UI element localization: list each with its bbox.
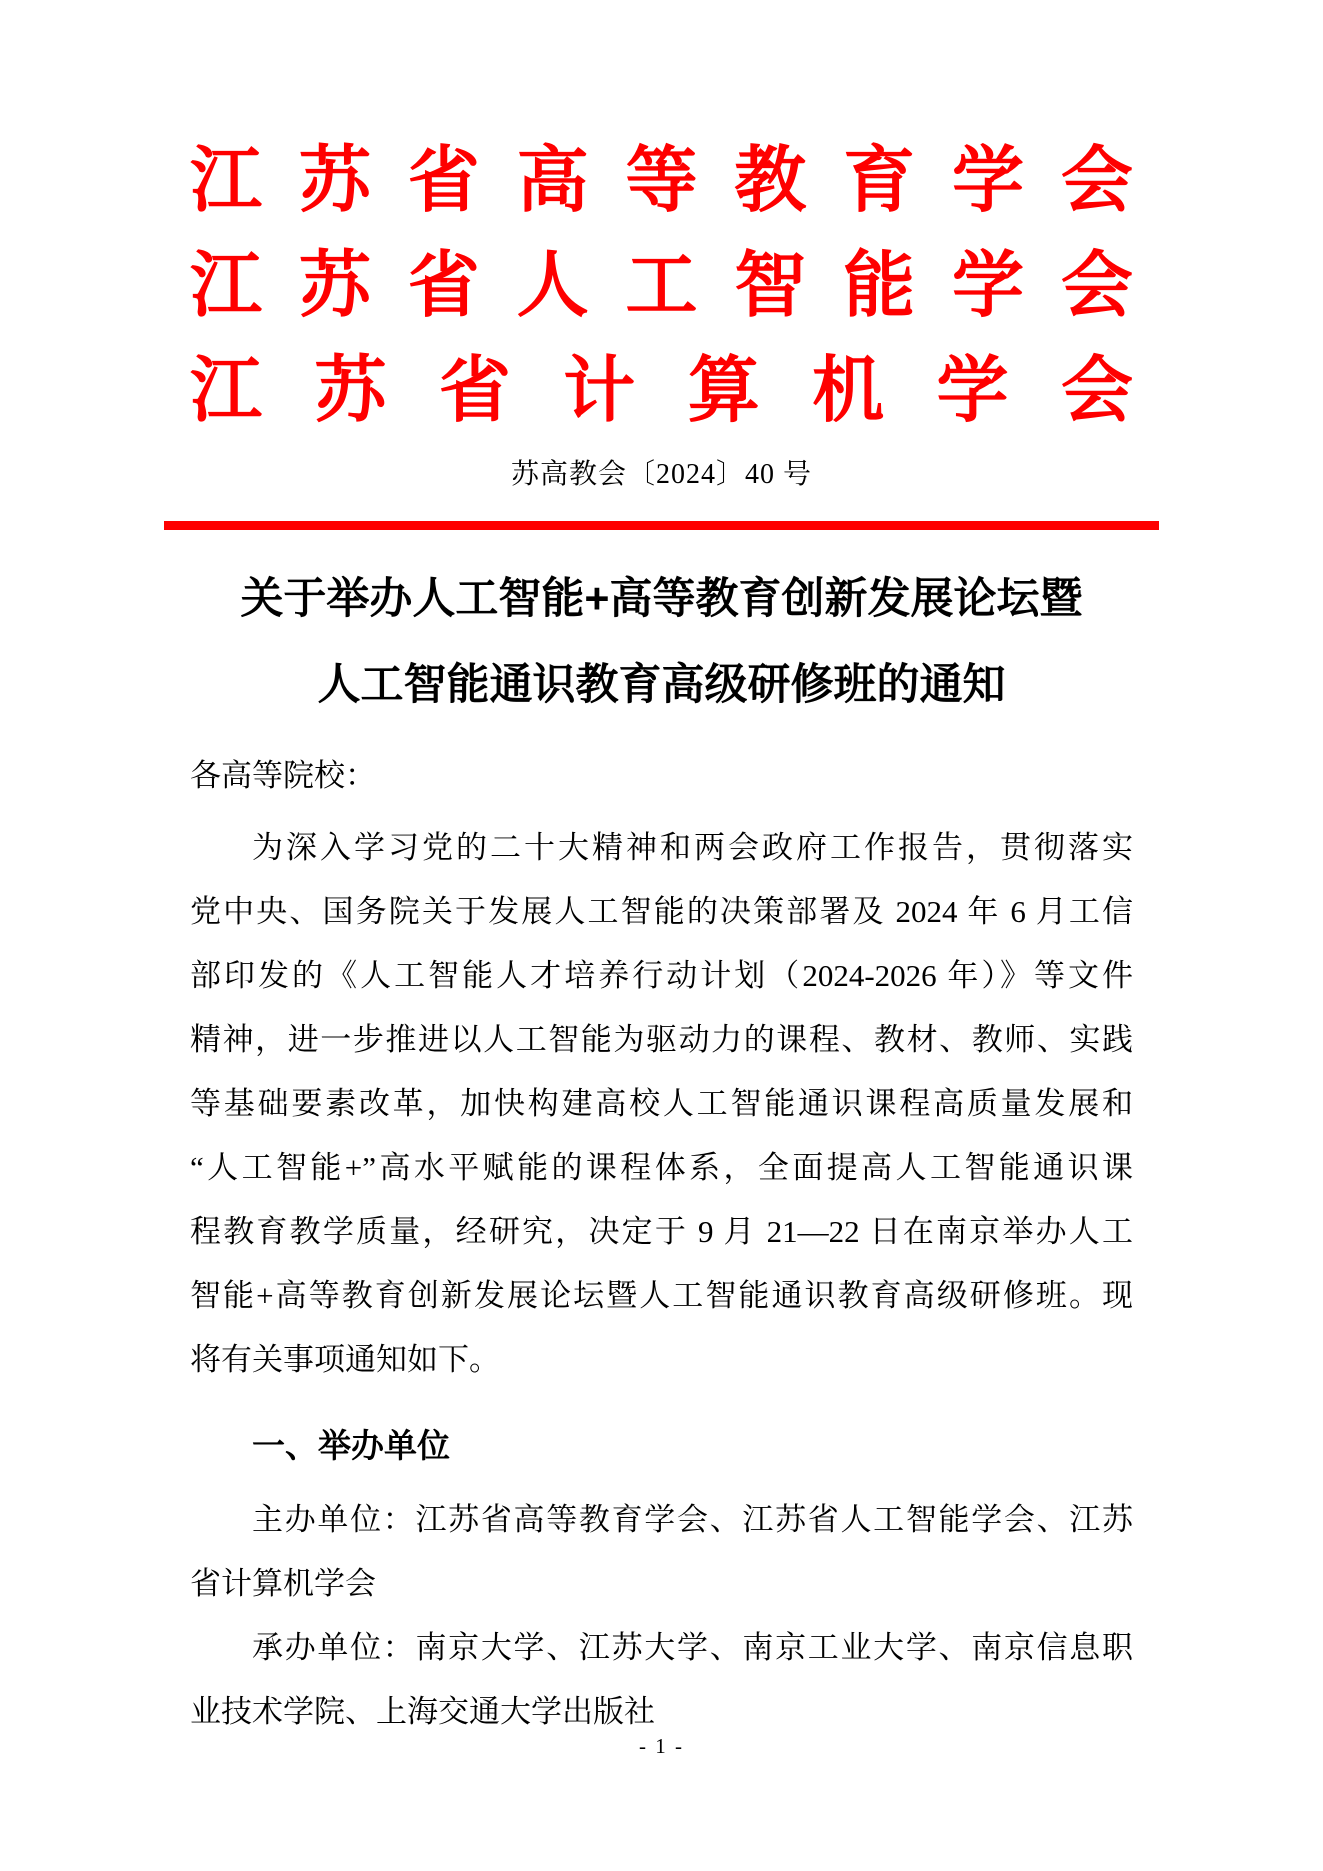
- intro-paragraph: [190, 816, 1133, 1392]
- org-header-char: 省: [407, 140, 480, 221]
- body-line: 党中央、国务院关于发展人工智能的决策部署及 2024 年 6 月工信: [190, 894, 1133, 929]
- body-line: 精神，进一步推进以人工智能为驱动力的课程、教材、教师、实践: [190, 1022, 1133, 1057]
- salutation: 各高等院校：: [190, 758, 376, 793]
- org-header-char: 会: [1060, 245, 1133, 326]
- org-header-char: 算: [687, 350, 760, 431]
- org-header-char: 会: [1060, 140, 1133, 221]
- body-line: 部印发的《人工智能人才培养行动计划（2024-2026 年）》等文件: [190, 958, 1133, 993]
- org-name-higher-education-society: [190, 128, 1133, 233]
- org-header-char: 省: [407, 245, 480, 326]
- org-name-computer-society: [190, 338, 1133, 443]
- org-header-char: 人: [516, 245, 589, 326]
- undertaker-line: 业技术学院、上海交通大学出版社: [190, 1694, 655, 1729]
- org-header-char: 苏: [314, 350, 387, 431]
- org-header-char: 苏: [298, 245, 371, 326]
- body-line: 将有关事项通知如下。: [190, 1342, 500, 1377]
- section-1-content: [190, 1488, 1133, 1744]
- notice-title-line-2: 人工智能通识教育高级研修班的通知: [317, 661, 1006, 709]
- org-name-ai-society: [190, 233, 1133, 338]
- org-header-char: 江: [190, 350, 263, 431]
- org-header-char: 高: [516, 140, 589, 221]
- org-header-char: 智: [734, 245, 807, 326]
- page-number: - 1 -: [639, 1734, 684, 1758]
- notice-title-line-1: 关于举办人工智能+高等教育创新发展论坛暨: [240, 575, 1083, 623]
- body-line: 程教育教学质量，经研究，决定于 9 月 21—22 日在南京举办人工: [190, 1214, 1133, 1249]
- org-header-char: 学: [936, 350, 1009, 431]
- body-line: “人工智能+”高水平赋能的课程体系，全面提高人工智能通识课: [190, 1150, 1133, 1185]
- org-header-char: 江: [190, 245, 263, 326]
- body-line: 智能+高等教育创新发展论坛暨人工智能通识教育高级研修班。现: [190, 1278, 1133, 1313]
- notice-title: [190, 556, 1133, 728]
- red-divider-rule: [164, 521, 1159, 530]
- undertaker-line: 承办单位：南京大学、江苏大学、南京工业大学、南京信息职: [252, 1630, 1133, 1665]
- document-number: 苏高教会〔2024〕40 号: [510, 459, 812, 490]
- section-1-heading: 一、举办单位: [252, 1427, 450, 1464]
- org-header-char: 学: [952, 245, 1025, 326]
- org-header-char: 能: [843, 245, 916, 326]
- issuing-organizations: [190, 128, 1133, 443]
- body-line: 等基础要素改革，加快构建高校人工智能通识课程高质量发展和: [190, 1086, 1133, 1121]
- org-header-char: 苏: [298, 140, 371, 221]
- organizer-line: 主办单位：江苏省高等教育学会、江苏省人工智能学会、江苏: [252, 1502, 1133, 1537]
- org-header-char: 会: [1060, 350, 1133, 431]
- org-header-char: 等: [625, 140, 698, 221]
- organizer-line: 省计算机学会: [190, 1566, 376, 1601]
- org-header-char: 学: [952, 140, 1025, 221]
- org-header-char: 工: [625, 245, 698, 326]
- org-header-char: 江: [190, 140, 263, 221]
- org-header-char: 计: [563, 350, 636, 431]
- org-header-char: 省: [438, 350, 511, 431]
- org-header-char: 育: [843, 140, 916, 221]
- org-header-char: 机: [812, 350, 885, 431]
- org-header-char: 教: [734, 140, 807, 221]
- body-line: 为深入学习党的二十大精神和两会政府工作报告，贯彻落实: [252, 830, 1133, 865]
